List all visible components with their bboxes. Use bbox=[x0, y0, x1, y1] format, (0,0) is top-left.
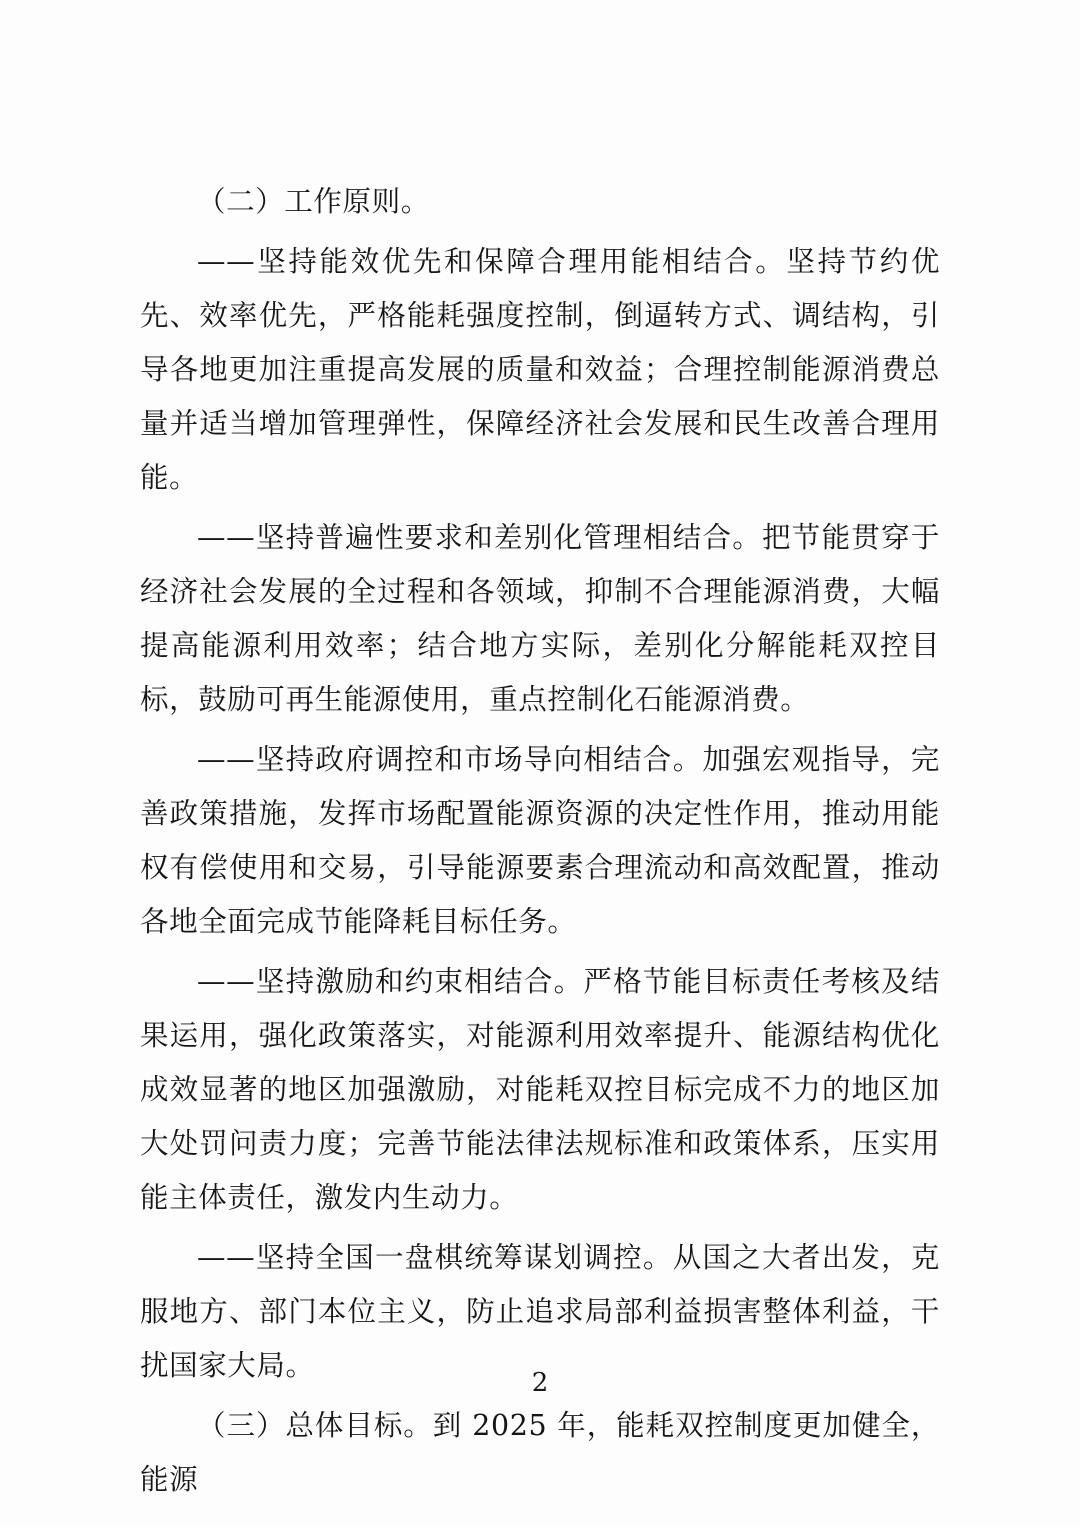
page-number: 2 bbox=[531, 1368, 549, 1398]
paragraph-principle-5: ——坚持全国一盘棋统筹谋划调控。从国之大者出发，克服地方、部门本位主义，防止追求局部利益损害整体利益，干扰国家大局。 bbox=[140, 1241, 940, 1382]
paragraph-principle-2: ——坚持普遍性要求和差别化管理相结合。把节能贯穿于经济社会发展的全过程和各领域，抑制不合理能源消费，大幅提高能源利用效率；结合地方实际，差别化分解能耗双控目标，鼓励可再生能源使用，重点控制化石能源消费。 bbox=[140, 521, 940, 716]
document-body bbox=[140, 175, 940, 1511]
paragraph-principle-4: ——坚持激励和约束相结合。严格节能目标责任考核及结果运用，强化政策落实，对能源利用效率提升、能源结构优化成效显著的地区加强激励，对能耗双控目标完成不力的地区加大处罚问责力度；完善节能法律法规标准和政策体系，压实用能主体责任，激发内生动力。 bbox=[140, 965, 940, 1214]
paragraph-overall-goal: （三）总体目标。到 2025 年，能耗双控制度更加健全，能源 bbox=[140, 1409, 940, 1496]
paragraph-section-heading: （二）工作原则。 bbox=[197, 185, 430, 218]
paragraph-principle-3: ——坚持政府调控和市场导向相结合。加强宏观指导，完善政策措施，发挥市场配置能源资源的决定性作用，推动用能权有偿使用和交易，引导能源要素合理流动和高效配置，推动各地全面完成节能降耗目标任务。 bbox=[140, 743, 940, 938]
paragraph-principle-1: ——坚持能效优先和保障合理用能相结合。坚持节约优先、效率优先，严格能耗强度控制，倒逼转方式、调结构，引导各地更加注重提高发展的质量和效益；合理控制能源消费总量并适当增加管理弹性，保障经济社会发展和民生改善合理用能。 bbox=[140, 245, 940, 494]
